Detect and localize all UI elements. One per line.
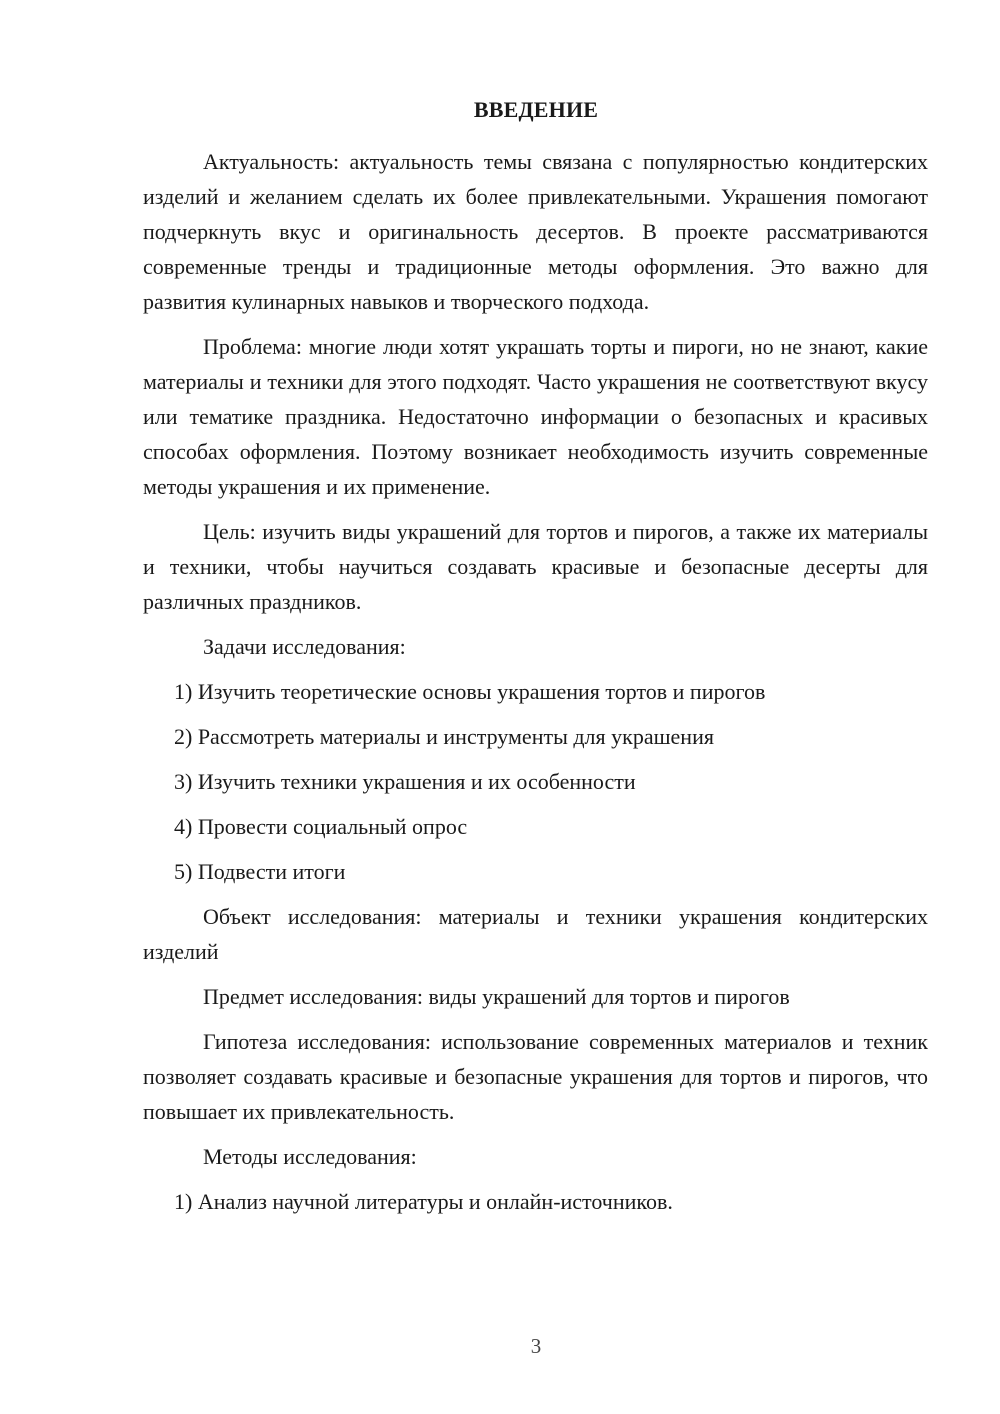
problem-paragraph: Проблема: многие люди хотят украшать торты и пироги, но не знают, какие материалы и техники для этого подходят. Часто украшения не соответствуют вкусу или тематике праздника. Недостаточно информации о безопасных и красивых способах оформления. Поэтому возникает необходимость изучить современные методы украшения и их применение. xyxy=(143,334,928,499)
task-item: 2) Рассмотреть материалы и инструменты для украшения xyxy=(174,724,714,749)
methods-heading: Методы исследования: xyxy=(203,1144,417,1169)
hypothesis-paragraph: Гипотеза исследования: использование современных материалов и техник позволяет создавать красивые и безопасные украшения для тортов и пирогов, что повышает их привлекательность. xyxy=(143,1029,928,1124)
page-number: 3 xyxy=(530,1334,542,1358)
task-item: 1) Изучить теоретические основы украшения тортов и пирогов xyxy=(174,679,766,704)
task-item: 5) Подвести итоги xyxy=(174,859,346,884)
object-paragraph: Объект исследования: материалы и техники украшения кондитерских изделий xyxy=(143,904,928,964)
method-item: 1) Анализ научной литературы и онлайн-источников. xyxy=(174,1189,673,1214)
tasks-list xyxy=(143,674,928,889)
task-item: 4) Провести социальный опрос xyxy=(174,814,468,839)
goal-paragraph: Цель: изучить виды украшений для тортов и пирогов, а также их материалы и техники, чтобы научиться создавать красивые и безопасные десерты для различных праздников. xyxy=(143,519,928,614)
page-title: ВВЕДЕНИЕ xyxy=(473,97,599,122)
document-body xyxy=(143,144,928,1229)
subject-paragraph: Предмет исследования: виды украшений для тортов и пирогов xyxy=(203,984,790,1009)
tasks-heading: Задачи исследования: xyxy=(203,634,406,659)
relevance-paragraph: Актуальность: актуальность темы связана с популярностью кондитерских изделий и желанием сделать их более привлекательными. Украшения помогают подчеркнуть вкус и оригинальность десертов. В проекте рассматриваются современные тренды и традиционные методы оформления. Это важно для развития кулинарных навыков и творческого подхода. xyxy=(143,149,928,314)
task-item: 3) Изучить техники украшения и их особенности xyxy=(174,769,636,794)
methods-list xyxy=(143,1184,928,1219)
